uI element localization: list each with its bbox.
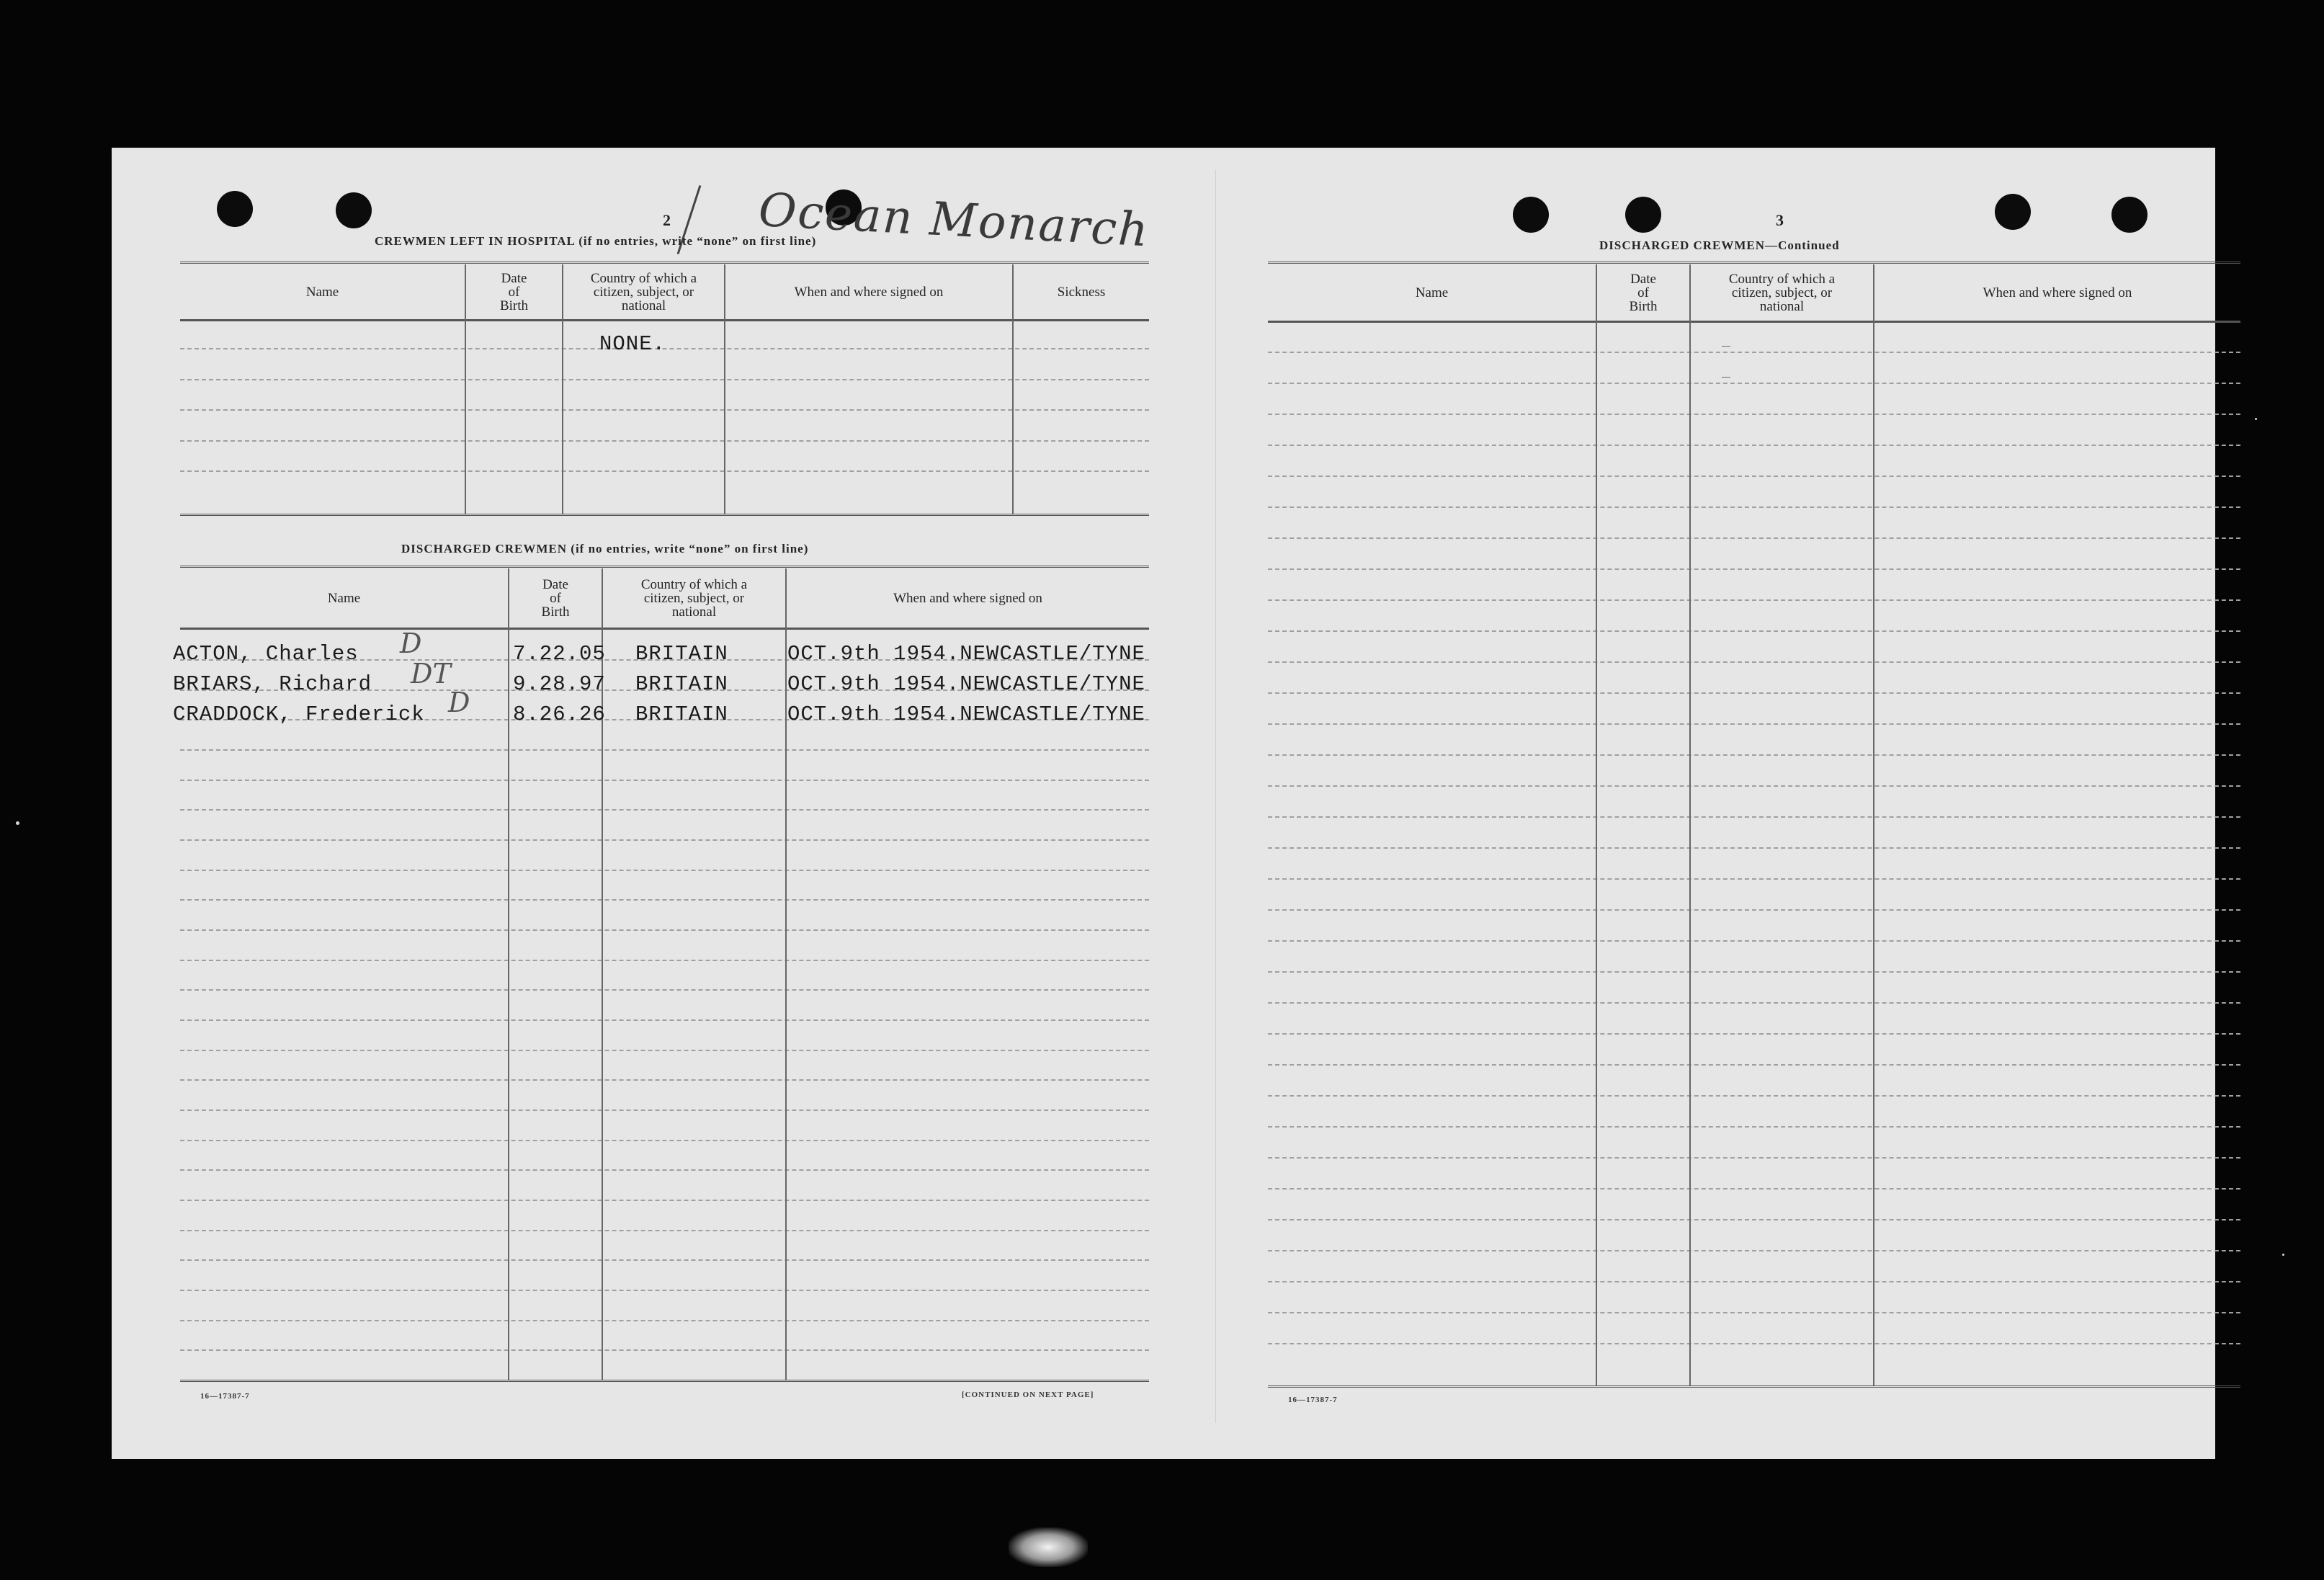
handwritten-vessel-name: Ocean Monarch: [757, 184, 1151, 258]
page-gutter: [1215, 169, 1216, 1423]
punch-hole: [336, 192, 372, 228]
column-header-date-of-birth: Date of Birth: [499, 270, 529, 313]
punch-hole: [2111, 197, 2148, 233]
column-header-country: Country of which a citizen, subject, or national: [640, 576, 748, 620]
handwritten-initials: D: [448, 687, 470, 718]
discharged-continued-table: [1268, 262, 2240, 1414]
column-header-country: Country of which a citizen, subject, or national: [590, 270, 697, 313]
crewman-signed-on: OCT.9th 1954.NEWCASTLE/TYNE: [787, 702, 1145, 726]
left-page: [112, 148, 1221, 1459]
punch-hole: [1995, 194, 2031, 230]
form-number: 16—17387-7: [1288, 1396, 1338, 1404]
crewman-country: BRITAIN: [635, 702, 728, 726]
handwritten-initials: D: [400, 628, 422, 659]
column-header-date-of-birth: Date of Birth: [541, 576, 570, 620]
crewman-name: CRADDOCK, Frederick: [173, 702, 425, 726]
crewman-country: BRITAIN: [635, 672, 728, 696]
column-header-date-of-birth: Date of Birth: [1629, 271, 1658, 314]
right-page: [1225, 148, 2215, 1459]
continued-note: [CONTINUED ON NEXT PAGE]: [962, 1391, 1094, 1399]
crewman-name: ACTON, Charles: [173, 642, 359, 666]
crewman-signed-on: OCT.9th 1954.NEWCASTLE/TYNE: [787, 642, 1145, 666]
column-header-name: Name: [1415, 285, 1449, 300]
page-number: 2: [663, 211, 671, 229]
discharged-continued-title: DISCHARGED CREWMEN—Continued: [1599, 238, 1840, 252]
punch-hole: [1513, 197, 1549, 233]
column-header-country: Country of which a citizen, subject, or national: [1728, 271, 1836, 314]
punch-hole: [217, 191, 253, 227]
column-header-signed-on: When and where signed on: [794, 284, 944, 300]
hospital-section-title: CREWMEN LEFT IN HOSPITAL (if no entries, write “none” on first line): [375, 234, 817, 248]
stray-mark: _: [1722, 334, 1731, 350]
form-number: 16—17387-7: [200, 1392, 250, 1401]
document-sheet: [112, 148, 2215, 1459]
crewman-date-of-birth: 9.28.97: [513, 672, 606, 696]
crewman-country: BRITAIN: [635, 642, 728, 666]
page-number: 3: [1776, 211, 1784, 229]
crewman-name: BRIARS, Richard: [173, 672, 372, 696]
punch-hole: [1625, 197, 1661, 233]
stray-mark: _: [1722, 365, 1731, 381]
handwritten-initials: DT: [411, 658, 451, 689]
crewman-date-of-birth: 7.22.05: [513, 642, 606, 666]
discharged-table: [173, 566, 1149, 1398]
discharged-section-title: DISCHARGED CREWMEN (if no entries, write “none” on first line): [401, 542, 809, 555]
hospital-entry-none: NONE.: [599, 332, 666, 356]
crewman-date-of-birth: 8.26.26: [513, 702, 606, 726]
column-header-signed-on: When and where signed on: [893, 590, 1042, 606]
crewman-signed-on: OCT.9th 1954.NEWCASTLE/TYNE: [787, 672, 1145, 696]
column-header-sickness: Sickness: [1057, 284, 1106, 300]
column-header-name: Name: [327, 590, 361, 606]
column-header-name: Name: [305, 284, 339, 300]
column-header-signed-on: When and where signed on: [1983, 285, 2132, 300]
